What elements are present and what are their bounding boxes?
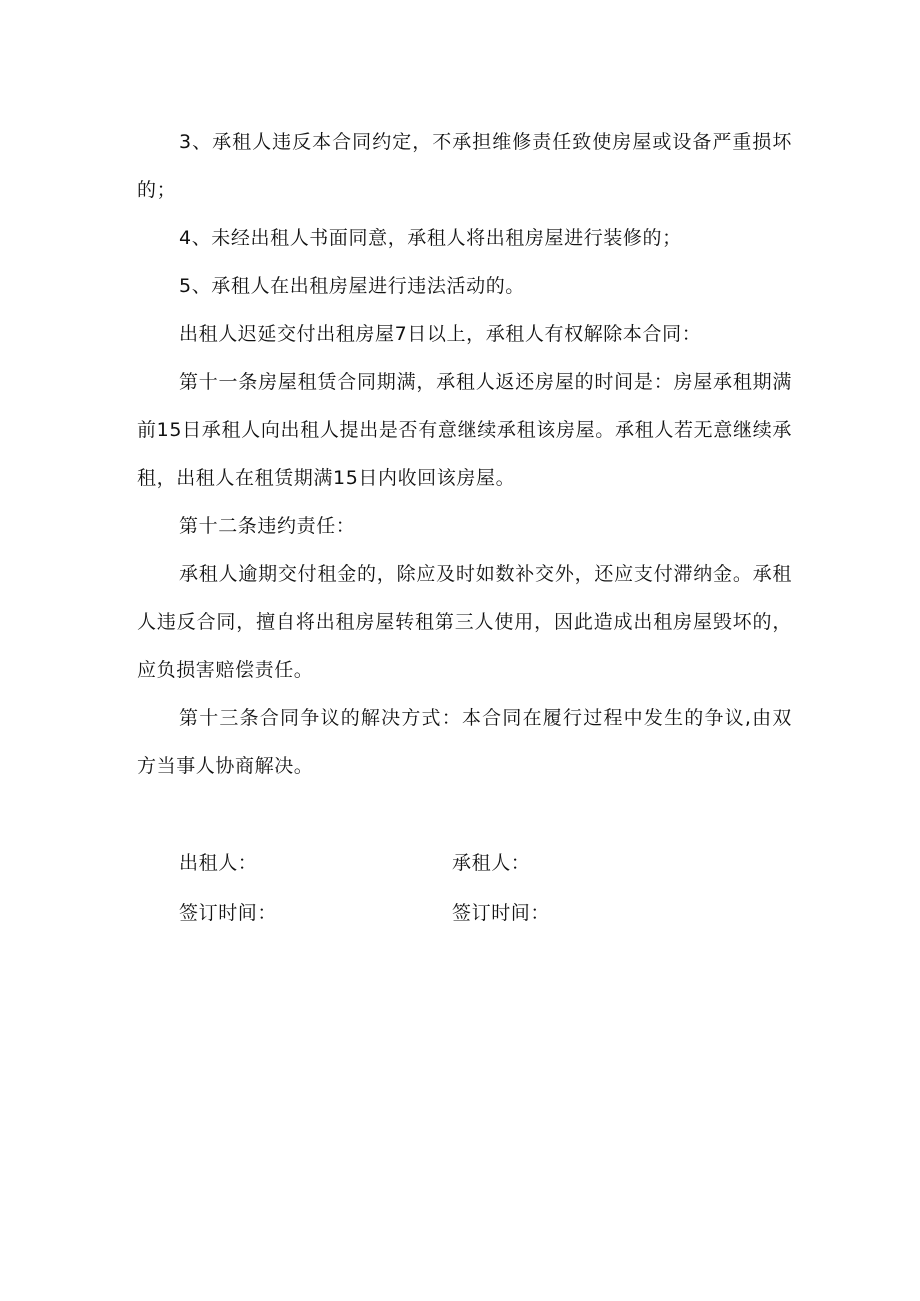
lessee-label: 承租人： xyxy=(452,852,531,874)
article-11-paragraph: 第十一条房屋租赁合同期满，承租人返还房屋的时间是：房屋承租期满前15日承租人向出租人提出是否有意继续承租该房屋。承租人若无意继续承租，出租人在租赁期满15日内收回该房屋。 xyxy=(137,371,792,489)
clause-item-3: 3、承租人违反本合同约定，不承担维修责任致使房屋或设备严重损坏的； xyxy=(137,131,792,201)
clause-item-4: 4、未经出租人书面同意，承租人将出租房屋进行装修的； xyxy=(179,227,682,249)
signature-party-row xyxy=(137,838,792,888)
lessor-delay-paragraph: 出租人迟延交付出租房屋7日以上，承租人有权解除本合同： xyxy=(179,323,702,345)
lessor-date-label: 签订时间： xyxy=(179,902,278,924)
signature-date-row xyxy=(137,888,792,938)
liability-paragraph: 承租人逾期交付租金的，除应及时如数补交外，还应支付滞纳金。承租人违反合同，擅自将出租房屋转租第三人使用，因此造成出租房屋毁坏的，应负损害赔偿责任。 xyxy=(137,563,792,681)
article-12-heading: 第十二条违约责任： xyxy=(179,515,356,537)
lessee-date-label: 签订时间： xyxy=(452,902,551,924)
document-body xyxy=(137,118,792,790)
lessor-label: 出租人： xyxy=(179,852,258,874)
article-13-paragraph: 第十三条合同争议的解决方式：本合同在履行过程中发生的争议,由双方当事人协商解决。 xyxy=(137,707,792,777)
clause-item-5: 5、承租人在出租房屋进行违法活动的。 xyxy=(179,275,525,297)
signature-block xyxy=(137,838,792,938)
